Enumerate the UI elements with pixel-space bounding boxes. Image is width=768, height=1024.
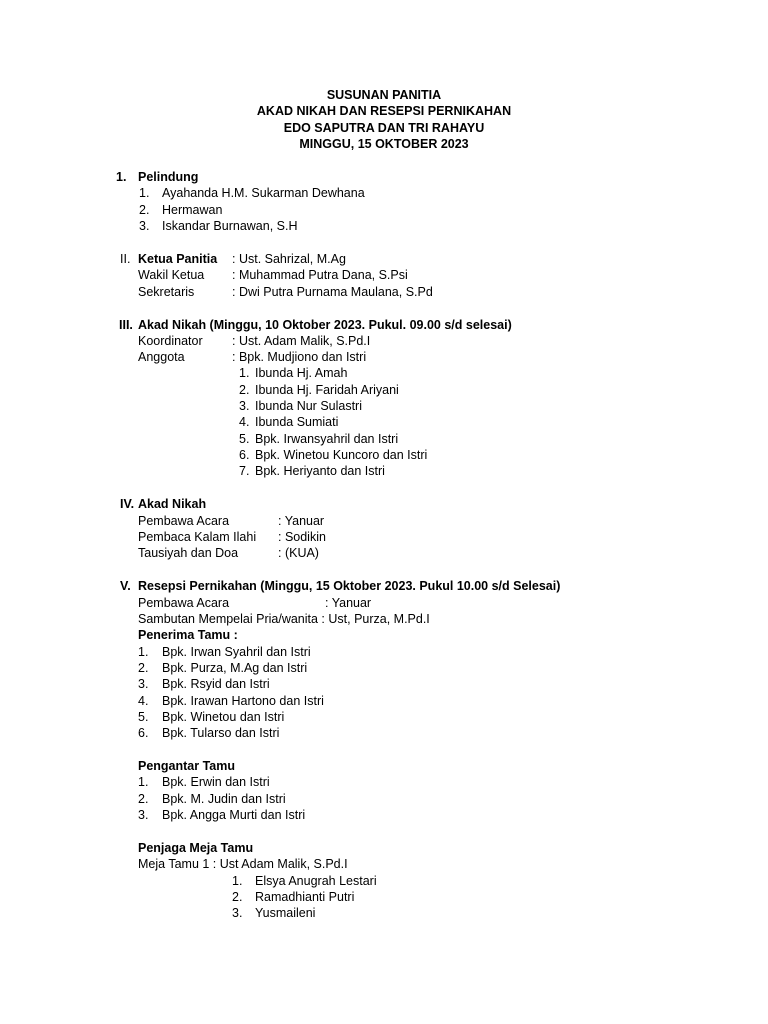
meja-tamu-line: Meja Tamu 1 : Ust Adam Malik, S.Pd.I bbox=[138, 857, 348, 871]
list-number: 1. bbox=[139, 186, 150, 200]
section-number: III. bbox=[119, 318, 133, 332]
section-number: IV. bbox=[120, 497, 135, 511]
field-value: : (KUA) bbox=[278, 546, 319, 560]
section-number: II. bbox=[120, 252, 131, 266]
field-value: : Dwi Putra Purnama Maulana, S.Pd bbox=[232, 285, 433, 299]
subsection-title: Penjaga Meja Tamu bbox=[138, 841, 254, 855]
subsection-title: Pengantar Tamu bbox=[138, 759, 236, 773]
field-value: : Ust. Adam Malik, S.Pd.I bbox=[232, 334, 371, 348]
list-item: Bpk. Heriyanto dan Istri bbox=[255, 464, 385, 478]
field-value: : Ust. Sahrizal, M.Ag bbox=[232, 252, 346, 266]
list-item: Ibunda Hj. Amah bbox=[255, 366, 348, 380]
list-number: 1. bbox=[232, 874, 243, 888]
section-title: Resepsi Pernikahan (Minggu, 15 Oktober 2023. Pukul 10.00 s/d Selesai) bbox=[138, 579, 561, 593]
field-label: Tausiyah dan Doa bbox=[138, 546, 239, 560]
doc-subtitle: AKAD NIKAH DAN RESEPSI PERNIKAHAN bbox=[256, 104, 512, 118]
section-title: Akad Nikah bbox=[138, 497, 207, 511]
list-item: Hermawan bbox=[162, 203, 223, 217]
field-value: : Muhammad Putra Dana, S.Psi bbox=[232, 268, 408, 282]
list-number: 1. bbox=[239, 366, 250, 380]
list-item: Bpk. Purza, M.Ag dan Istri bbox=[162, 661, 308, 675]
field-label: Pembaca Kalam Ilahi bbox=[138, 530, 257, 544]
field-label: Wakil Ketua bbox=[138, 268, 205, 282]
list-item: Bpk. Winetou dan Istri bbox=[162, 710, 285, 724]
field-value: : Bpk. Mudjiono dan Istri bbox=[232, 350, 367, 364]
list-number: 1. bbox=[138, 645, 149, 659]
list-number: 2. bbox=[139, 203, 150, 217]
list-item: Ibunda Sumiati bbox=[255, 415, 339, 429]
list-item: Bpk. Irawan Hartono dan Istri bbox=[162, 694, 324, 708]
list-number: 5. bbox=[239, 432, 250, 446]
section-title: Pelindung bbox=[138, 170, 199, 184]
list-item: Bpk. Irwansyahril dan Istri bbox=[255, 432, 399, 446]
field-label: Pembawa Acara bbox=[138, 596, 230, 610]
doc-title: SUSUNAN PANITIA bbox=[326, 88, 442, 102]
list-item: Bpk. Irwan Syahril dan Istri bbox=[162, 645, 311, 659]
list-number: 1. bbox=[138, 775, 149, 789]
list-number: 4. bbox=[239, 415, 250, 429]
list-number: 3. bbox=[139, 219, 150, 233]
list-item: Ibunda Hj. Faridah Ariyani bbox=[255, 383, 399, 397]
section-title: Akad Nikah (Minggu, 10 Oktober 2023. Pukul. 09.00 s/d selesai) bbox=[138, 318, 512, 332]
list-item: Ayahanda H.M. Sukarman Dewhana bbox=[162, 186, 365, 200]
list-number: 2. bbox=[138, 792, 149, 806]
list-number: 5. bbox=[138, 710, 149, 724]
list-item: Yusmaileni bbox=[255, 906, 316, 920]
subsection-title: Penerima Tamu : bbox=[138, 628, 238, 642]
field-label: Anggota bbox=[138, 350, 185, 364]
sambutan-line: Sambutan Mempelai Pria/wanita : Ust, Purza, M.Pd.I bbox=[138, 612, 430, 626]
field-label: Koordinator bbox=[138, 334, 203, 348]
list-number: 2. bbox=[239, 383, 250, 397]
section-number: V. bbox=[120, 579, 131, 593]
list-number: 3. bbox=[138, 677, 149, 691]
list-item: Bpk. Winetou Kuncoro dan Istri bbox=[255, 448, 428, 462]
section-number: 1. bbox=[116, 170, 127, 184]
list-item: Elsya Anugrah Lestari bbox=[255, 874, 377, 888]
list-number: 6. bbox=[138, 726, 149, 740]
list-number: 4. bbox=[138, 694, 149, 708]
field-label: Sekretaris bbox=[138, 285, 195, 299]
list-number: 6. bbox=[239, 448, 250, 462]
list-item: Bpk. Tularso dan Istri bbox=[162, 726, 280, 740]
event-date: MINGGU, 15 OKTOBER 2023 bbox=[299, 137, 469, 151]
list-item: Bpk. Angga Murti dan Istri bbox=[162, 808, 306, 822]
list-item: Iskandar Burnawan, S.H bbox=[162, 219, 298, 233]
list-number: 2. bbox=[232, 890, 243, 904]
list-number: 3. bbox=[138, 808, 149, 822]
field-label: Ketua Panitia bbox=[138, 252, 218, 266]
list-item: Bpk. M. Judin dan Istri bbox=[162, 792, 286, 806]
list-item: Ibunda Nur Sulastri bbox=[255, 399, 363, 413]
list-number: 7. bbox=[239, 464, 250, 478]
field-value: : Yanuar bbox=[278, 514, 325, 528]
list-number: 3. bbox=[232, 906, 243, 920]
list-item: Bpk. Erwin dan Istri bbox=[162, 775, 270, 789]
field-value: : Yanuar bbox=[325, 596, 372, 610]
list-item: Bpk. Rsyid dan Istri bbox=[162, 677, 270, 691]
field-value: : Sodikin bbox=[278, 530, 326, 544]
field-label: Pembawa Acara bbox=[138, 514, 230, 528]
list-number: 2. bbox=[138, 661, 149, 675]
list-item: Ramadhianti Putri bbox=[255, 890, 355, 904]
list-number: 3. bbox=[239, 399, 250, 413]
couple-names: EDO SAPUTRA DAN TRI RAHAYU bbox=[283, 121, 485, 135]
